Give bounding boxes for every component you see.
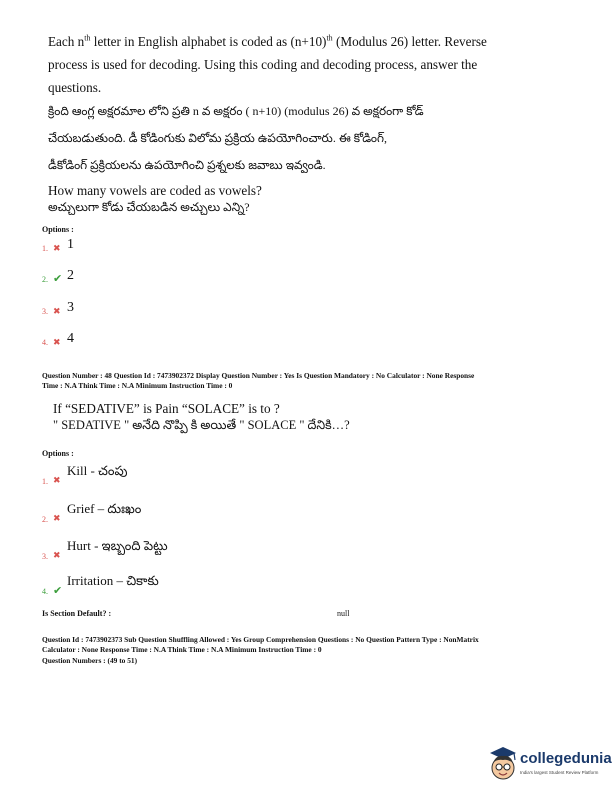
section-meta-3: Question Numbers : (49 to 51) <box>42 656 138 665</box>
cross-icon: ✖ <box>53 243 61 253</box>
section-meta-1: Question Id : 7473902373 Sub Question Shuffling Allowed : Yes Group Comprehension Questions : No Question Pattern Type : NonMatrix <box>42 635 479 644</box>
options-label: Options : <box>42 449 74 458</box>
option-value: 1 <box>67 237 74 252</box>
section-default-label: Is Section Default? : <box>42 609 112 618</box>
mascot-icon <box>486 744 520 784</box>
passage-te-line-3: డీకోడింగ్ ప్రక్రియలను ఉపయోగించి ప్రశ్నలకు జవాబు ఇవ్వండి. <box>48 158 326 172</box>
section-meta-2: Calculator : None Response Time : N.A Think Time : N.A Minimum Instruction Time : 0 <box>42 645 322 654</box>
option-value: 2 <box>67 268 74 283</box>
logo-name: collegedunia <box>520 750 612 767</box>
options-label: Options : <box>42 225 74 234</box>
cross-icon: ✖ <box>53 337 61 347</box>
option-number: 4. <box>42 338 48 347</box>
question-48-te: " SEDATIVE " అనేది నొప్పి కి అయితే " SOLACE " దేనికి…? <box>53 418 350 432</box>
question-47-te: అచ్చులుగా కోడు చేయబడిన అచ్చులు ఎన్ని? <box>48 200 250 214</box>
question-48-meta-2: Time : N.A Think Time : N.A Minimum Instruction Time : 0 <box>42 381 233 390</box>
passage-te-line-2: చేయబడుతుంది. డీ కోడింగుకు విలోమ ప్రక్రియ ఉపయోగించారు. ఈ కోడింగ్, <box>48 131 388 145</box>
option-number: 3. <box>42 307 48 316</box>
cross-icon: ✖ <box>53 306 61 316</box>
passage-en-line-1: Each $n^{th}$ letter in English alphabet is coded as $(n+10)^{th}$ (Modulus 26) letter. Reverse <box>48 33 487 49</box>
check-icon: ✔ <box>53 273 63 285</box>
option-number: 3. <box>42 552 48 561</box>
check-icon: ✔ <box>53 585 63 597</box>
cross-icon: ✖ <box>53 475 61 485</box>
option-number: 1. <box>42 244 48 253</box>
question-47-en: How many vowels are coded as vowels? <box>48 183 262 198</box>
option-value: Irritation – చికాకు <box>67 573 159 588</box>
passage-te-line-1: క్రింది ఆంగ్ల అక్షరమాల లోని ప్రతి n వ అక్షరం ( n+10) (modulus 26) వ అక్షరంగా కోడ్ <box>48 104 424 118</box>
passage-en-line-3: questions. <box>48 80 102 95</box>
logo-tagline: India's largest Student Review Platform <box>520 770 599 775</box>
option-number: 2. <box>42 515 48 524</box>
collegedunia-logo <box>486 742 610 786</box>
question-48-meta-1: Question Number : 48 Question Id : 7473902372 Display Question Number : Yes Is Question Mandatory : No Calculator : None Response <box>42 371 475 380</box>
option-value: Kill - చంపు <box>67 463 128 478</box>
section-default-value: null <box>337 609 350 618</box>
option-number: 4. <box>42 587 48 596</box>
option-value: 3 <box>67 300 74 315</box>
cross-icon: ✖ <box>53 550 61 560</box>
option-number: 1. <box>42 477 48 486</box>
question-48-en: If “SEDATIVE” is Pain “SOLACE” is to ? <box>53 401 280 416</box>
passage-en-line-2: process is used for decoding. Using this coding and decoding process, answer the <box>48 57 478 72</box>
option-value: Grief – దుఃఖం <box>67 501 142 516</box>
cross-icon: ✖ <box>53 513 61 523</box>
option-value: Hurt - ఇబ్బంది పెట్టు <box>67 538 168 553</box>
option-number: 2. <box>42 275 48 284</box>
option-value: 4 <box>67 331 74 346</box>
